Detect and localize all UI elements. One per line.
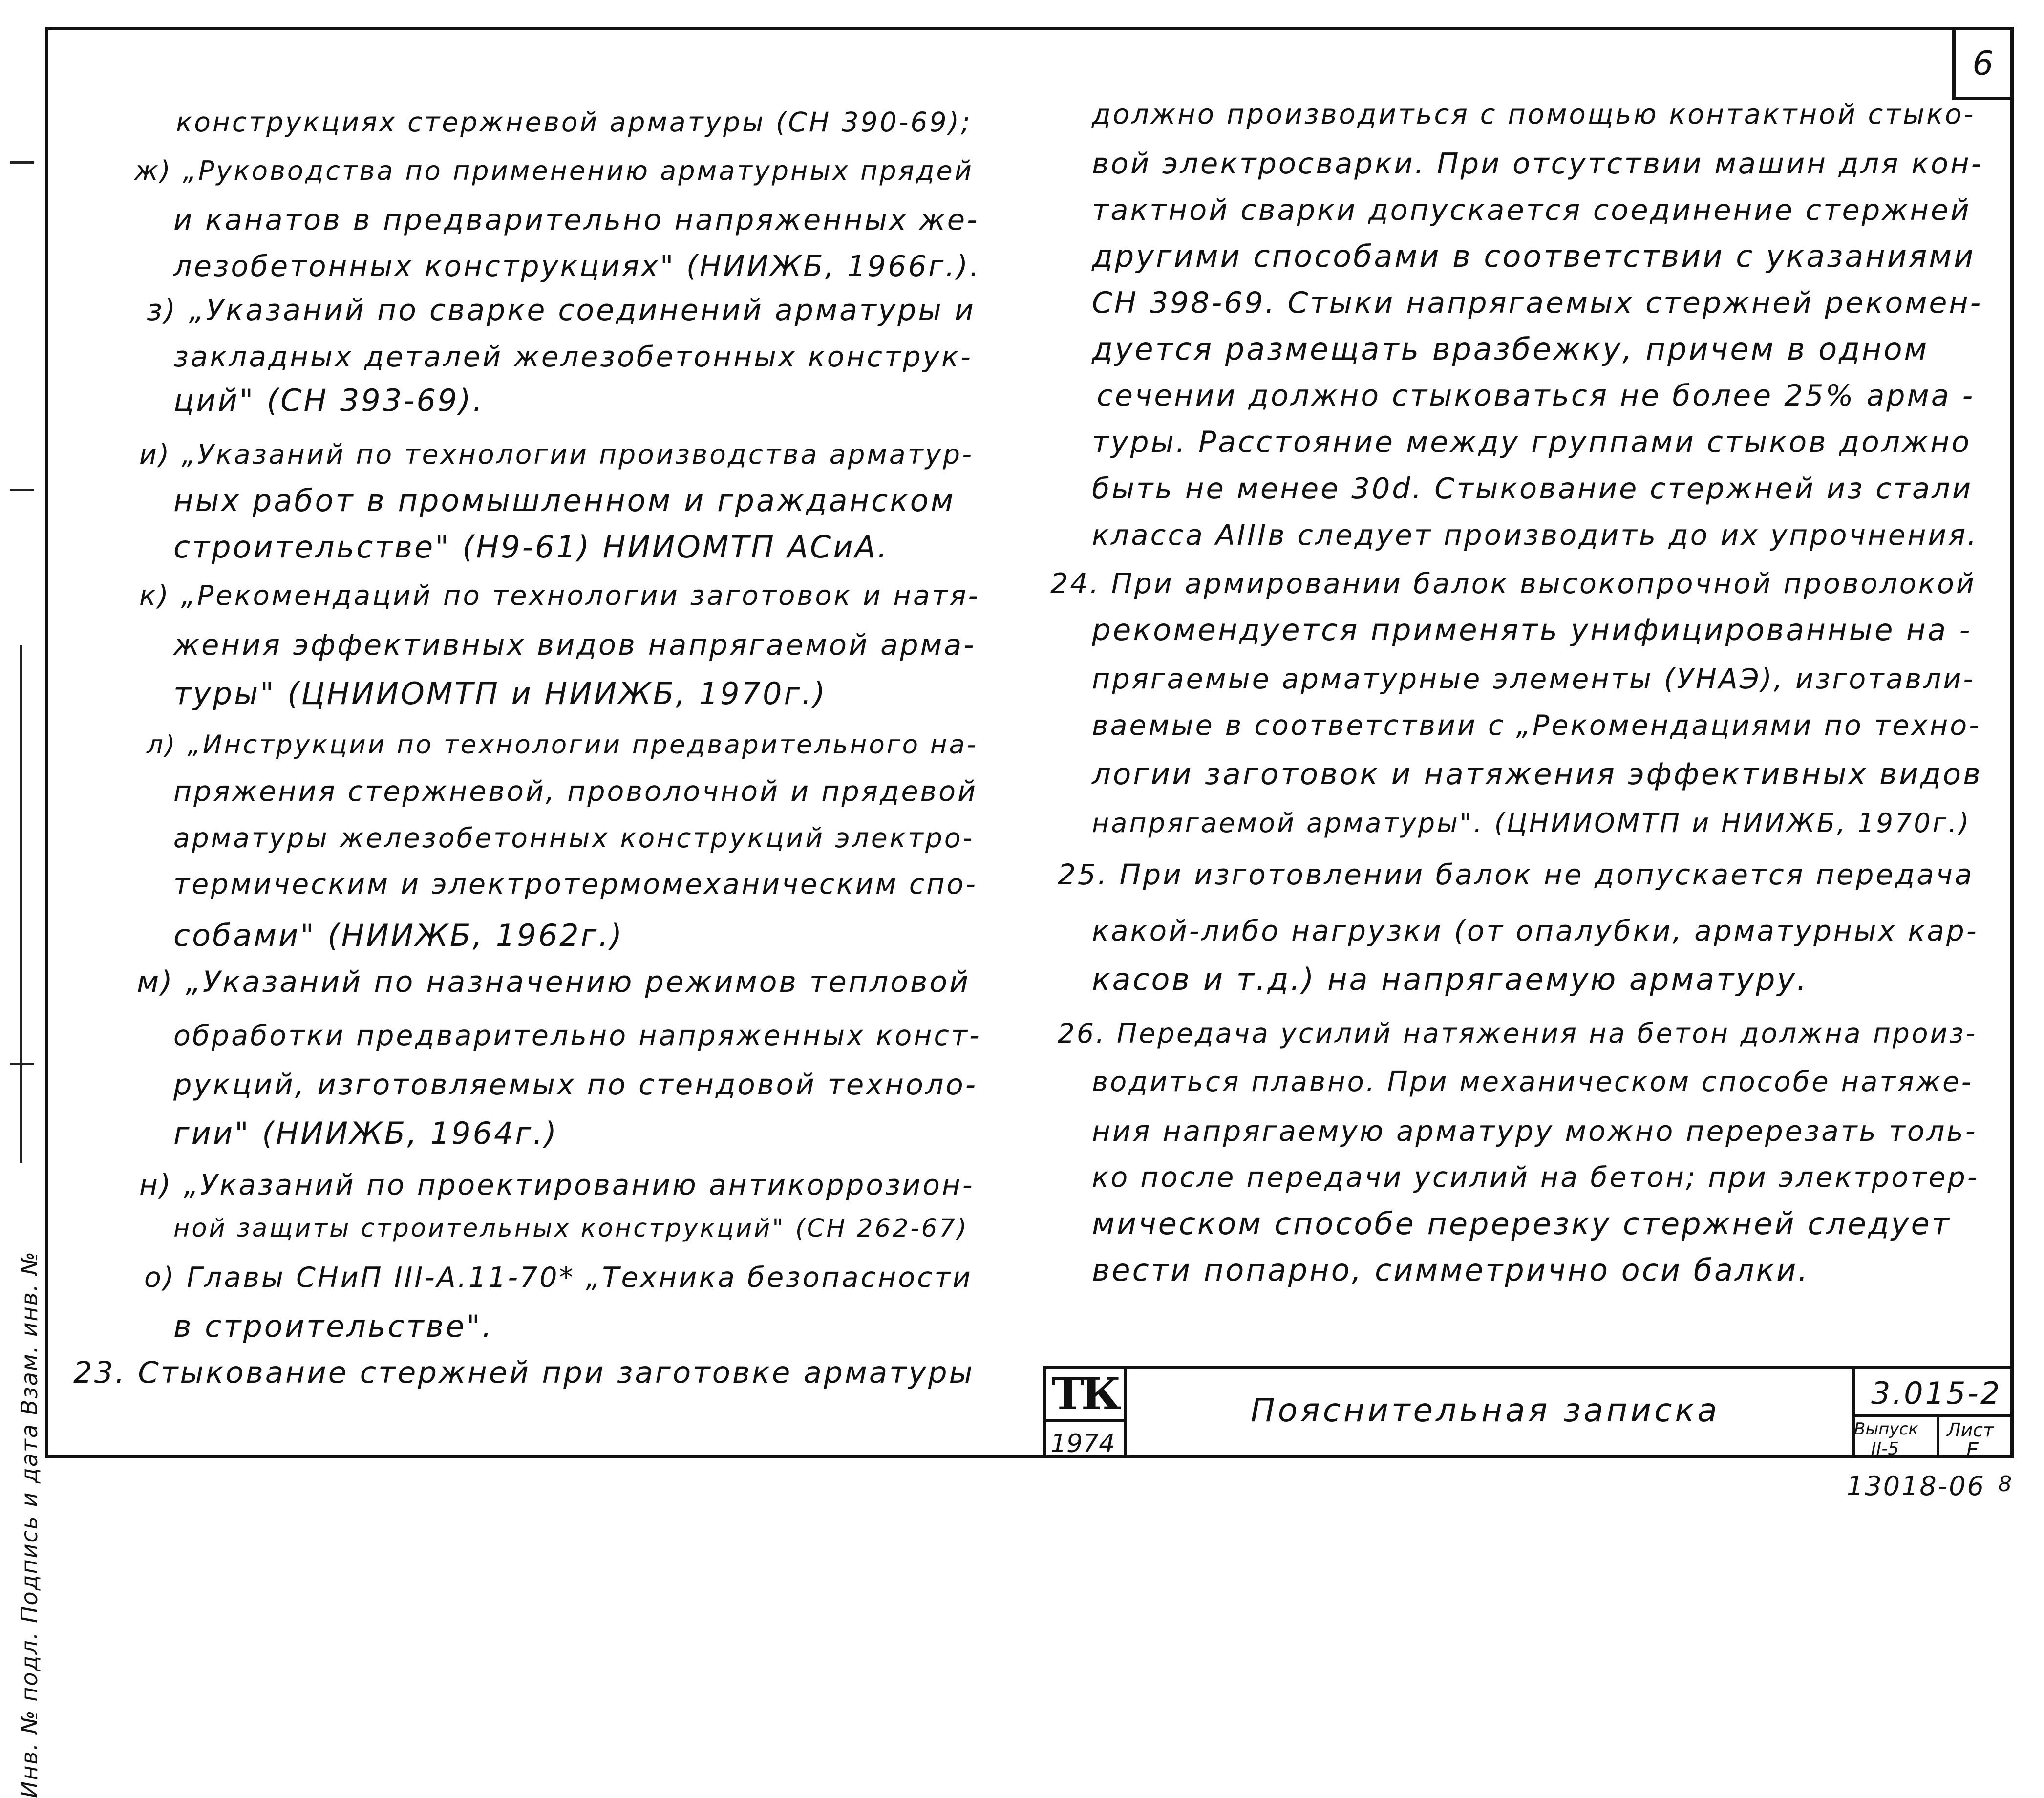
- margin-stamp: Инв. № подл. Подпись и дата Взам. инв. №: [16, 1251, 43, 1798]
- text-line: 23. Стыкование стержней при заготовке арматуры: [73, 1355, 975, 1390]
- text-line: термическим и электротермомеханическим спо-: [173, 868, 978, 900]
- text-line: сечении должно стыковаться не более 25% арма -: [1097, 379, 1975, 413]
- text-line: гии" (НИИЖБ, 1964г.): [173, 1115, 558, 1151]
- text-line: СН 398-69. Стыки напрягаемых стержней рекомен-: [1092, 286, 1983, 320]
- title-block-border: [1852, 1366, 1855, 1458]
- margin-tick: [10, 1063, 34, 1065]
- text-line: к) „Рекомендаций по технологии заготовок и натя-: [139, 580, 980, 612]
- text-line: касов и т.д.) на напрягаемую арматуру.: [1092, 962, 1809, 997]
- text-line: рукций, изготовляемых по стендовой техноло-: [173, 1068, 978, 1101]
- text-line: о) Главы СНиП III-А.11-70* „Техника безопасности: [144, 1262, 973, 1294]
- issue-label: Выпуск: [1854, 1419, 1918, 1439]
- series-number: 3.015-2: [1871, 1375, 2002, 1411]
- text-line: туры" (ЦНИИОМТП и НИИЖБ, 1970г.): [173, 676, 827, 711]
- text-line: быть не менее 30d. Стыкование стержней из стали: [1092, 471, 1973, 505]
- text-line: тактной сварки допускается соединение стержней: [1092, 193, 1971, 227]
- sheet-label: Лист: [1947, 1419, 1994, 1441]
- text-line: класса АIIIв следует производить до их упрочнения.: [1092, 518, 1979, 552]
- text-line: 25. При изготовлении балок не допускается передача: [1058, 858, 1974, 891]
- text-line: ций" (СН 393-69).: [173, 383, 485, 418]
- text-line: пряжения стержневой, проволочной и прядевой: [173, 775, 978, 808]
- text-line: ж) „Руководства по применению арматурных прядей: [134, 155, 974, 186]
- margin-tick: [10, 489, 34, 491]
- text-line: другими способами в соответствии с указаниями: [1092, 238, 1976, 274]
- text-line: водиться плавно. При механическом способе натяже-: [1092, 1066, 1973, 1098]
- text-line: дуется размещать вразбежку, причем в одном: [1092, 331, 1929, 367]
- text-line: арматуры железобетонных конструкций электро-: [173, 822, 975, 854]
- document-title: Пояснительная записка: [1251, 1391, 1720, 1429]
- text-line: напрягаемой арматуры". (ЦНИИОМТП и НИИЖБ, 1970г.): [1092, 808, 1971, 838]
- title-block-border: [1043, 1366, 1046, 1458]
- text-line: ваемые в соответствии с „Рекомендациями по техно-: [1092, 709, 1981, 742]
- title-block-border: [1124, 1366, 1127, 1458]
- text-line: должно производиться с помощью контактной стыко-: [1092, 99, 1976, 130]
- year: 1974: [1050, 1429, 1115, 1458]
- text-line: вести попарно, симметрично оси балки.: [1092, 1252, 1810, 1288]
- text-line: 26. Передача усилий натяжения на бетон должна произ-: [1058, 1018, 1978, 1049]
- text-line: жения эффективных видов напрягаемой арма-: [173, 628, 976, 662]
- text-line: туры. Расстояние между группами стыков должно: [1092, 425, 1972, 459]
- text-line: в строительстве".: [173, 1308, 494, 1344]
- page-number: 6: [1952, 27, 2014, 100]
- title-block-border: [1937, 1414, 1939, 1458]
- text-line: мическом способе перерезку стержней следует: [1092, 1206, 1951, 1241]
- text-line: вой электросварки. При отсутствии машин для кон-: [1092, 147, 1984, 180]
- text-line: конструкциях стержневой арматуры (СН 390-69);: [176, 107, 972, 138]
- text-line: ной защиты строительных конструкций" (СН 262-67): [173, 1214, 969, 1243]
- text-line: закладных деталей железобетонных конструк-: [173, 340, 973, 373]
- text-line: прягаемые арматурные элементы (УНАЭ), изготавли-: [1092, 663, 1975, 695]
- text-line: строительстве" (Н9-61) НИИОМТП АСиА.: [173, 529, 889, 565]
- sheet-value: Е: [1966, 1439, 1979, 1461]
- text-line: 24. При армировании балок высокопрочной проволокой: [1050, 568, 1976, 600]
- text-line: ко после передачи усилий на бетон; при электротер-: [1092, 1161, 1980, 1194]
- text-line: рекомендуется применять унифицированные на -: [1092, 613, 1972, 647]
- tk-logo: ТК: [1051, 1368, 1118, 1420]
- text-line: ния напрягаемую арматуру можно перерезать толь-: [1092, 1114, 1978, 1148]
- text-line: и) „Указаний по технологии производства арматур-: [139, 439, 974, 470]
- margin-rule: [20, 645, 22, 1163]
- text-line: м) „Указаний по назначению режимов тепловой: [137, 965, 971, 999]
- issue-value: II-5: [1871, 1439, 1899, 1459]
- text-line: ных работ в промышленном и гражданском: [173, 483, 956, 518]
- title-block-border: [1852, 1414, 2014, 1417]
- text-line: логии заготовок и натяжения эффективных видов: [1092, 757, 1983, 792]
- text-line: какой-либо нагрузки (от опалубки, арматурных кар-: [1092, 914, 1979, 947]
- archive-code: 13018-06: [1847, 1471, 1985, 1501]
- archive-mark: 8: [1998, 1472, 2012, 1497]
- text-line: лезобетонных конструкциях" (НИИЖБ, 1966г.).: [173, 249, 981, 283]
- margin-tick: [10, 161, 34, 164]
- text-line: обработки предварительно напряженных конст-: [173, 1020, 981, 1052]
- text-line: з) „Указаний по сварке соединений арматуры и: [147, 293, 976, 327]
- title-block-border: [1043, 1366, 2014, 1369]
- text-line: и канатов в предварительно напряженных же-: [173, 203, 979, 236]
- text-line: собами" (НИИЖБ, 1962г.): [173, 918, 624, 953]
- text-line: л) „Инструкции по технологии предварительного на-: [147, 730, 979, 760]
- text-line: н) „Указаний по проектированию антикоррозион-: [139, 1168, 975, 1201]
